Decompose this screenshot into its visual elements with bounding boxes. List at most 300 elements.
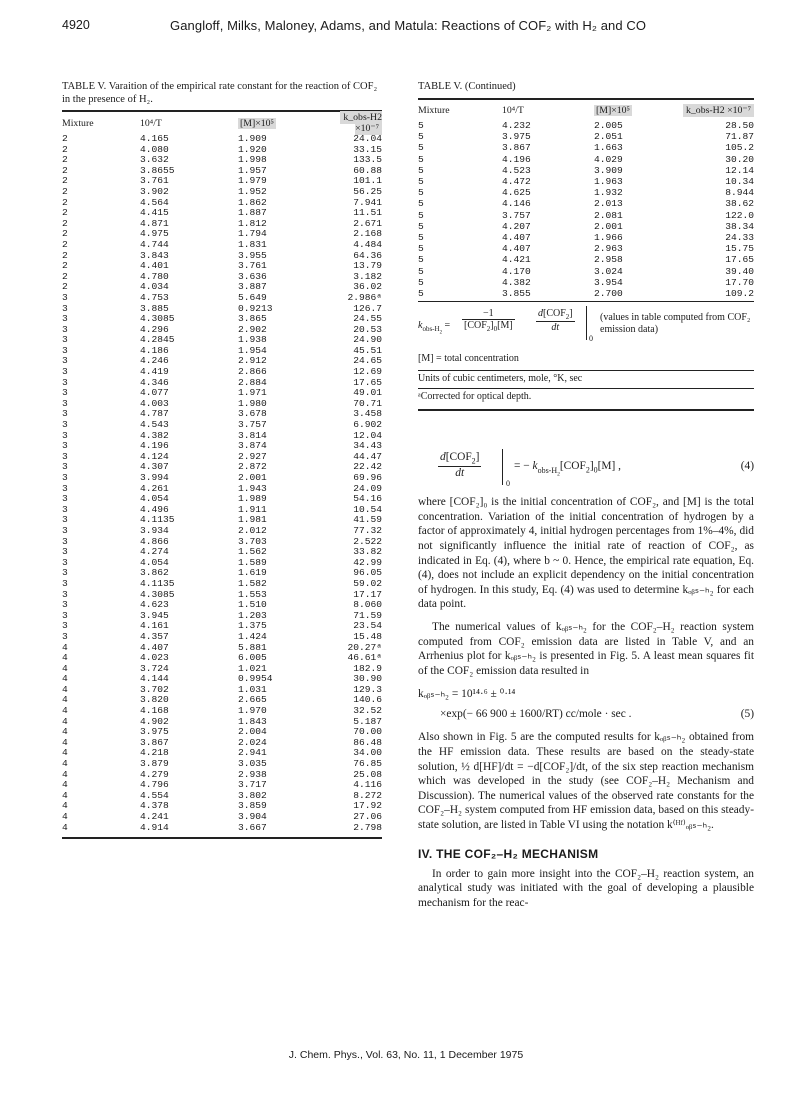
table-row [62,590,382,601]
table-row [62,134,382,145]
cell-total-concentration: 2.927 [238,450,267,462]
table-row [62,600,382,611]
cell-total-concentration: 1.619 [238,567,267,579]
cell-total-concentration: 1.971 [238,387,267,399]
table-row [62,388,382,399]
cell-inverse-temperature: 4.241 [140,811,169,822]
cell-total-concentration: 1.375 [238,620,267,632]
col-header-mixture: Mixture [62,117,94,129]
cell-mixture: 2 [62,228,68,240]
cell-inverse-temperature: 4.796 [140,779,169,791]
cell-rate-constant: 17.65 [725,254,754,266]
cell-total-concentration: 1.831 [238,238,267,250]
cell-mixture: 3 [62,630,68,642]
cell-total-concentration: 2.866 [238,366,267,378]
cell-rate-constant: 42.99 [353,556,382,568]
cell-mixture: 3 [62,397,68,409]
table-row [62,706,382,717]
cell-mixture: 5 [418,254,424,266]
cell-inverse-temperature: 4.186 [140,344,169,356]
cell-total-concentration: 1.582 [238,577,267,589]
cell-total-concentration: 3.717 [238,779,267,791]
table-row [62,664,382,675]
cell-inverse-temperature: 3.975 [502,131,531,143]
table-v-continued-data [418,100,754,299]
cell-mixture: 3 [62,291,68,303]
cell-rate-constant: 38.62 [725,198,754,210]
cell-total-concentration: 0.9954 [238,673,273,685]
definition-lhs: $k_{obs-H_2}$ = [418,320,451,336]
cell-inverse-temperature: 3.843 [140,249,169,261]
table-row [62,346,382,357]
cell-mixture: 5 [418,176,424,188]
table-row [62,526,382,537]
cell-total-concentration: 1.998 [238,154,267,166]
cell-total-concentration: 3.802 [238,789,267,801]
cell-inverse-temperature: 4.161 [140,620,169,632]
cell-total-concentration: 3.667 [238,821,267,833]
cell-mixture: 5 [418,288,424,300]
cell-mixture: 3 [62,461,68,473]
cell-mixture: 4 [62,779,68,791]
table-row [62,272,382,283]
cell-total-concentration: 2.665 [238,694,267,706]
table-row [62,314,382,325]
cell-total-concentration: 4.029 [594,153,623,165]
table-row [62,420,382,431]
cell-rate-constant: 2.522 [353,535,382,547]
table-row [62,229,382,240]
cell-inverse-temperature: 3.975 [140,726,169,738]
cell-inverse-temperature: 4.871 [140,217,169,229]
cell-mixture: 3 [62,599,68,611]
cell-rate-constant: 77.32 [353,524,382,536]
cell-rate-constant: 7.941 [353,196,382,208]
cell-total-concentration: 1.932 [594,187,623,199]
cell-total-concentration: 2.941 [238,747,267,759]
cell-mixture: 3 [62,609,68,621]
cell-rate-constant: 4.484 [353,238,382,250]
cell-mixture: 5 [418,265,424,277]
cell-rate-constant: 5.187 [353,715,382,727]
cell-inverse-temperature: 4.307 [140,461,169,473]
cell-inverse-temperature: 4.787 [140,408,169,420]
cell-rate-constant: 28.50 [725,120,754,131]
cell-mixture: 5 [418,131,424,143]
cell-rate-constant: 69.96 [353,472,382,483]
cell-rate-constant: 36.02 [353,281,382,293]
eq4-evaluation-bar [502,449,503,485]
cell-total-concentration: 1.663 [594,142,623,154]
cell-rate-constant: 27.06 [353,811,382,822]
cell-inverse-temperature: 3.867 [502,142,531,154]
cell-total-concentration: 1.510 [238,599,267,611]
cell-mixture: 3 [62,334,68,346]
table-row [418,131,754,142]
cell-inverse-temperature: 3.820 [140,694,169,706]
cell-mixture: 4 [62,641,68,653]
cell-total-concentration: 3.814 [238,429,267,441]
table-row [62,452,382,463]
definition-fraction-2: $d[COF_2]$ dt [538,308,573,334]
eq5-lhs: kₒᵦₛ₋ₕ₂ = 10¹⁴·⁶ ± ⁰·¹⁴ [418,688,516,701]
cell-inverse-temperature: 4.3085 [140,588,175,600]
cell-rate-constant: 46.61ᵃ [347,652,382,664]
cell-total-concentration: 2.051 [594,131,623,143]
cell-inverse-temperature: 4.378 [140,800,169,812]
cell-inverse-temperature: 4.023 [140,652,169,664]
table-row [62,780,382,791]
cell-rate-constant: 71.87 [725,131,754,143]
cell-inverse-temperature: 4.357 [140,630,169,642]
cell-inverse-temperature: 3.879 [140,758,169,770]
cell-inverse-temperature: 4.124 [140,450,169,462]
table-row [62,261,382,272]
table-row [62,145,382,156]
cell-rate-constant: 101.1 [353,175,382,187]
cell-inverse-temperature: 4.165 [140,133,169,144]
cell-mixture: 4 [62,789,68,801]
table-bottom-rule [418,409,754,411]
cell-mixture: 3 [62,493,68,505]
cell-rate-constant: 44.47 [353,450,382,462]
cell-rate-constant: 2.168 [353,228,382,240]
cell-rate-constant: 34.43 [353,440,382,452]
cell-total-concentration: 2.001 [594,220,623,232]
cell-inverse-temperature: 4.296 [140,323,169,335]
cell-inverse-temperature: 4.421 [502,254,531,266]
table-row [62,685,382,696]
cell-rate-constant: 4.116 [353,779,382,791]
cell-mixture: 3 [62,620,68,632]
cell-mixture: 4 [62,662,68,674]
paragraph-4: In order to gain more insight into the COF₂–H₂ reaction system, an analytical study was initiated with the goal of developing a plausible mechanism for the reac- [418,867,754,909]
cell-rate-constant: 182.9 [353,662,382,674]
cell-inverse-temperature: 4.346 [140,376,169,388]
table-row [62,823,382,834]
cell-rate-constant: 129.3 [353,683,382,695]
cell-mixture: 3 [62,387,68,399]
eq4-derivative: $d[COF_2]$ dt [440,451,480,479]
cell-mixture: 3 [62,556,68,568]
cell-inverse-temperature: 4.218 [140,747,169,759]
cell-inverse-temperature: 4.274 [140,546,169,558]
cell-inverse-temperature: 4.407 [502,232,531,244]
cell-total-concentration: 3.757 [238,419,267,431]
table-row [62,441,382,452]
table-row [418,120,754,131]
cell-rate-constant: 8.272 [353,789,382,801]
cell-mixture: 2 [62,143,68,155]
cell-inverse-temperature: 3.761 [140,175,169,187]
cell-mixture: 3 [62,450,68,462]
cell-mixture: 5 [418,120,424,131]
cell-mixture: 4 [62,811,68,822]
table-row [418,277,754,288]
cell-total-concentration: 1.970 [238,705,267,717]
cell-total-concentration: 2.004 [238,726,267,738]
cell-inverse-temperature: 3.632 [140,154,169,166]
table-row [62,547,382,558]
cell-rate-constant: 24.90 [353,334,382,346]
cell-mixture: 4 [62,736,68,748]
cell-total-concentration: 2.001 [238,472,267,483]
cell-mixture: 4 [62,694,68,706]
cell-inverse-temperature: 4.146 [502,198,531,210]
cell-total-concentration: 3.859 [238,800,267,812]
footnote-rule [418,388,754,389]
cell-inverse-temperature: 3.934 [140,524,169,536]
table-row [62,431,382,442]
cell-mixture: 3 [62,472,68,483]
cell-inverse-temperature: 4.866 [140,535,169,547]
cell-inverse-temperature: 3.855 [502,288,531,300]
col-header-inverse-temperature: 10⁴/T [140,117,162,129]
cell-inverse-temperature: 4.077 [140,387,169,399]
rate-constant-definition [418,306,754,350]
cell-rate-constant: 70.00 [353,726,382,738]
table-row [418,221,754,232]
cell-inverse-temperature: 4.003 [140,397,169,409]
cell-inverse-temperature: 3.945 [140,609,169,621]
table-row [62,505,382,516]
cell-rate-constant: 32.52 [353,705,382,717]
cell-rate-constant: 105.2 [725,142,754,154]
cell-rate-constant: 56.25 [353,185,382,197]
eq4-evaluation-subscript: 0 [506,479,510,489]
cell-rate-constant: 11.51 [353,207,382,219]
table-row [62,166,382,177]
table-row [62,674,382,685]
cell-total-concentration: 5.649 [238,291,267,303]
table-row [418,142,754,153]
cell-mixture: 5 [418,153,424,165]
cell-mixture: 3 [62,535,68,547]
table-header-row [418,100,754,120]
cell-mixture: 3 [62,503,68,515]
table-row [62,240,382,251]
cell-rate-constant: 30.90 [353,673,382,685]
cell-rate-constant: 59.02 [353,577,382,589]
cell-total-concentration: 1.794 [238,228,267,240]
paragraph-3: Also shown in Fig. 5 are the computed results for kₒᵦₛ₋ₕ₂ obtained from the HF emission data. These results are based on the steady-state solution, ½ d[HF]/dt = −d[COF₂]/dt, of the six step reaction mechanism which was developed in the study (see COF₂–H₂ Mechanism and Discussion). The numerical values of the observed rate constants for the COF₂–H₂ system computed from HF emission data, based on this steady-state solution, are listed in Table VI using the notation k⁽ᴴᶠ⁾ₒᵦₛ₋ₕ₂. [418,731,754,831]
table-row [62,695,382,706]
cell-rate-constant: 24.65 [353,355,382,367]
cell-inverse-temperature: 4.1135 [140,577,175,589]
cell-rate-constant: 24.09 [353,482,382,494]
cell-mixture: 2 [62,185,68,197]
table-row [62,717,382,728]
cell-mixture: 4 [62,683,68,695]
cell-rate-constant: 20.53 [353,323,382,335]
table-row [62,537,382,548]
cell-inverse-temperature: 4.914 [140,821,169,833]
units-note: Units of cubic centimeters, mole, °K, sec [418,373,583,385]
cell-mixture: 4 [62,821,68,833]
cell-total-concentration: 3.955 [238,249,267,261]
cell-total-concentration: 3.678 [238,408,267,420]
eq4-rhs: = − $k_{obs-H_2}[COF_2]_0[M]$ , [514,460,622,478]
table-row [62,399,382,410]
cell-total-concentration: 1.424 [238,630,267,642]
cell-mixture: 3 [62,524,68,536]
cell-rate-constant: 15.75 [725,243,754,255]
cell-mixture: 3 [62,408,68,420]
table-row [418,266,754,277]
cell-inverse-temperature: 4.780 [140,270,169,282]
cell-rate-constant: 24.55 [353,313,382,325]
cell-rate-constant: 12.69 [353,366,382,378]
cell-inverse-temperature: 4.168 [140,705,169,717]
cell-total-concentration: 2.963 [594,243,623,255]
cell-mixture: 3 [62,323,68,335]
cell-inverse-temperature: 4.564 [140,196,169,208]
table-row [62,378,382,389]
cell-rate-constant: 6.902 [353,419,382,431]
table-row [62,738,382,749]
cell-inverse-temperature: 3.994 [140,472,169,483]
cell-mixture: 4 [62,652,68,664]
cell-mixture: 2 [62,238,68,250]
cell-mixture: 3 [62,588,68,600]
table-bottom-rule [62,837,382,839]
cell-inverse-temperature: 4.407 [502,243,531,255]
cell-total-concentration: 2.012 [238,524,267,536]
eq5-number: (5) [740,708,754,721]
cell-total-concentration: 3.887 [238,281,267,293]
table-row [62,251,382,262]
cell-mixture: 3 [62,546,68,558]
cell-inverse-temperature: 4.401 [140,260,169,272]
table-row [62,727,382,738]
cell-total-concentration: 1.203 [238,609,267,621]
col-header-total-concentration: [M]×10⁵ [240,117,274,129]
cell-rate-constant: 34.00 [353,747,382,759]
cell-mixture: 4 [62,747,68,759]
cell-inverse-temperature: 4.496 [140,503,169,515]
cell-rate-constant: 96.05 [353,567,382,579]
cell-total-concentration: 3.954 [594,276,623,288]
cell-rate-constant: 39.40 [725,265,754,277]
cell-total-concentration: 3.874 [238,440,267,452]
table-row [418,243,754,254]
col-header-rate-constant: k_obs-H2 ×10⁻⁷ [318,112,382,134]
table-row [62,367,382,378]
table-row [62,187,382,198]
cell-rate-constant: 12.14 [725,164,754,176]
cell-total-concentration: 1.812 [238,217,267,229]
cell-total-concentration: 1.553 [238,588,267,600]
page-number: 4920 [62,18,90,32]
cell-mixture: 2 [62,281,68,293]
cell-rate-constant: 140.6 [353,694,382,706]
cell-rate-constant: 122.0 [725,209,754,221]
cell-mixture: 3 [62,482,68,494]
cell-mixture: 3 [62,366,68,378]
col-header-mixture: Mixture [418,104,450,116]
table-row [418,210,754,221]
cell-rate-constant: 24.33 [725,232,754,244]
cell-rate-constant: 41.59 [353,514,382,526]
cell-mixture: 4 [62,768,68,780]
cell-total-concentration: 3.703 [238,535,267,547]
cell-inverse-temperature: 4.623 [140,599,169,611]
cell-rate-constant: 3.458 [353,408,382,420]
cell-inverse-temperature: 3.702 [140,683,169,695]
cell-mixture: 2 [62,260,68,272]
table-row [62,621,382,632]
cell-inverse-temperature: 4.753 [140,291,169,303]
cell-rate-constant: 17.17 [353,588,382,600]
cell-inverse-temperature: 4.080 [140,143,169,155]
table-row [62,304,382,315]
cell-inverse-temperature: 4.382 [502,276,531,288]
table-row [62,653,382,664]
right-column [418,80,754,910]
cell-inverse-temperature: 4.415 [140,207,169,219]
cell-mixture: 3 [62,577,68,589]
cell-inverse-temperature: 4.554 [140,789,169,801]
table-row [62,335,382,346]
cell-total-concentration: 1.938 [238,334,267,346]
cell-total-concentration: 1.980 [238,397,267,409]
cell-inverse-temperature: 4.382 [140,429,169,441]
cell-inverse-temperature: 4.1135 [140,514,175,526]
cell-rate-constant: 22.42 [353,461,382,473]
cell-total-concentration: 2.872 [238,461,267,473]
cell-total-concentration: 5.881 [238,641,267,653]
table-row [62,791,382,802]
cell-rate-constant: 13.79 [353,260,382,272]
table-row [418,198,754,209]
cell-rate-constant: 86.48 [353,736,382,748]
table-row [62,579,382,590]
cell-mixture: 4 [62,758,68,770]
cell-inverse-temperature: 3.862 [140,567,169,579]
cell-total-concentration: 2.958 [594,254,623,266]
equation-4 [418,451,754,491]
table-footnote: ᵃCorrected for optical depth. [418,391,532,403]
table-row [62,176,382,187]
table-caption: TABLE V. Varaition of the empirical rate constant for the reaction of COF₂ in the presence of H₂. [62,81,378,105]
table-body [62,134,382,833]
cell-rate-constant: 17.92 [353,800,382,812]
cell-inverse-temperature: 4.3085 [140,313,175,325]
definition-fraction-1: −1 $[COF_2]_0[M]$ [464,308,513,334]
cell-mixture: 3 [62,567,68,579]
col-header-inverse-temperature: 10⁴/T [502,104,524,116]
cell-rate-constant: 15.48 [353,630,382,642]
units-rule [418,370,754,371]
cell-rate-constant: 30.20 [725,153,754,165]
cell-total-concentration: 1.862 [238,196,267,208]
cell-inverse-temperature: 4.261 [140,482,169,494]
cell-rate-constant: 8.060 [353,599,382,611]
cell-total-concentration: 2.884 [238,376,267,388]
cell-inverse-temperature: 4.196 [140,440,169,452]
running-title: Gangloff, Milks, Maloney, Adams, and Matula: Reactions of COF₂ with H₂ and CO [170,18,647,33]
table-row [62,558,382,569]
table-row [62,473,382,484]
cell-mixture: 3 [62,313,68,325]
table-row [418,165,754,176]
definition-rule [418,301,754,302]
table-row [62,356,382,367]
cell-rate-constant: 70.71 [353,397,382,409]
table-row [62,759,382,770]
cell-mixture: 4 [62,705,68,717]
cell-mixture: 2 [62,154,68,166]
